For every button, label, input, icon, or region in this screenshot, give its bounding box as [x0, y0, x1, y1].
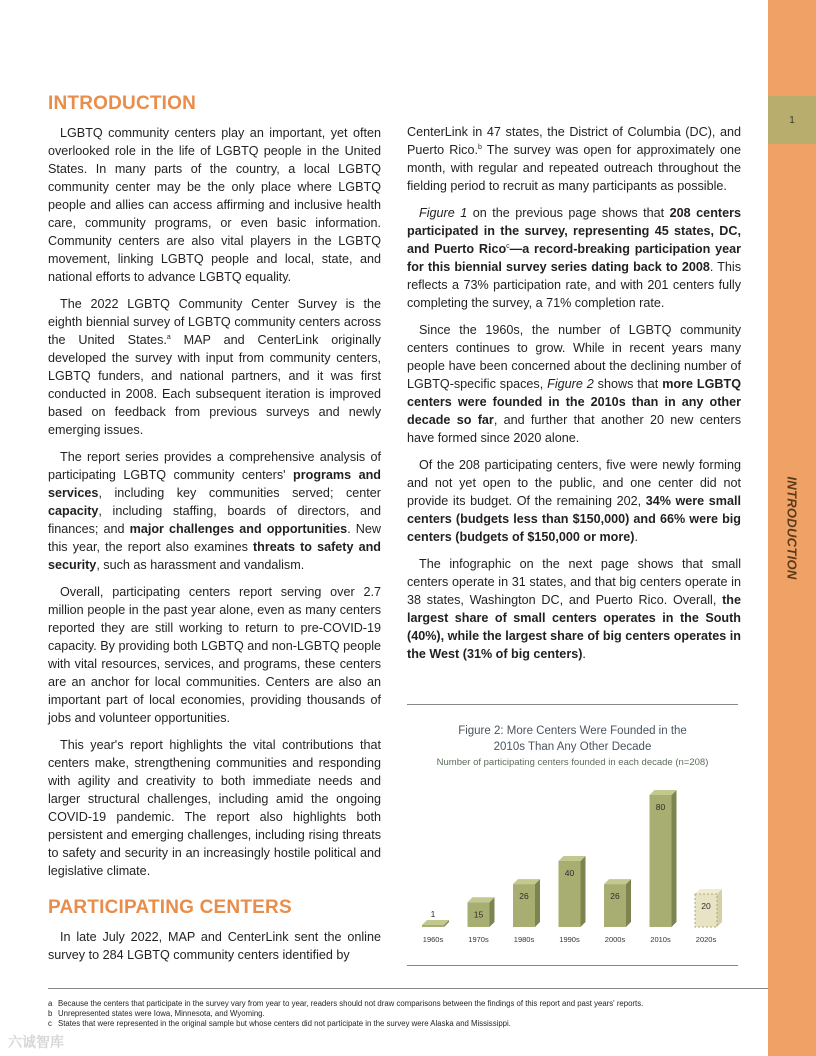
text-run: Of the 208 participating centers, five were newly forming and not yet open to the public, and one center did not provide its budget. Of the remaining 202, — [407, 458, 741, 508]
footnotes — [48, 988, 768, 1029]
bar-1960s — [422, 925, 444, 927]
text-run: . — [634, 530, 638, 544]
text-run: shows that — [593, 377, 663, 391]
text-run: , such as harassment and vandalism. — [96, 558, 305, 572]
text-run: Since the 1960s, the number of LGBTQ community centers continues to grow. While in recent years many people have been concerned about the declining number of LGBTQ-specific spaces, — [407, 323, 741, 391]
text-run: CenterLink in 47 states, the District of Columbia (DC), and Puerto Rico. — [407, 125, 741, 157]
text-run: . New this year, the report also examines — [48, 522, 382, 554]
footnote-mark: a — [48, 999, 53, 1008]
bar-chart-svg — [407, 775, 738, 955]
text-run: , and further that another 20 new centers have formed since 2020 alone. — [407, 413, 741, 445]
right-paragraph-2 — [407, 204, 741, 312]
bar-side-2020s — [717, 889, 722, 927]
text-run: . This reflects a 73% participation rate, and with 201 centers fully completing the survey, a 71% completion rate. — [407, 260, 741, 310]
text-run: , including key communities served; center — [98, 486, 381, 500]
bold-run: —a record-breaking participation year for this biennial survey series dating back to 2008 — [407, 242, 741, 274]
bar-value-label-2000s: 26 — [610, 891, 620, 902]
bar-side-1970s — [490, 897, 495, 927]
chart-subtitle: Number of participating centers founded in each decade (n=208) — [436, 757, 709, 768]
footnote-ref-c[interactable]: c — [506, 242, 510, 250]
intro-paragraph-5: This year's report highlights the vital contributions that centers make, strengthening communities and responding with agility and creativity to both immediate needs and larger structural challenges, including amid the ongoing COVID-19 pandemic. The report also highlights both persistent and emerging challenges, including rising threats to safety and security in an increasingly hostile political and legislative climate. — [48, 738, 381, 878]
right-paragraph-4 — [407, 456, 741, 546]
footnote-text: Unrepresented states were Iowa, Minnesota, and Wyoming. — [58, 1009, 265, 1018]
text-run: The report series provides a comprehensive analysis of participating LGBTQ community centers' — [48, 450, 381, 482]
introduction-heading: INTRODUCTION — [48, 93, 197, 114]
watermark-logo: 六诚智库 — [8, 1034, 64, 1050]
page-number: 1 — [789, 114, 795, 126]
text-run: , including staffing, boards of directors, and finances; and — [48, 504, 381, 536]
bold-run: programs and services — [48, 468, 381, 500]
x-tick-label-2020s: 2020s — [695, 935, 717, 944]
bold-run: the largest share of small centers operates in the South (40%), while the largest share of big centers operates in the West (31% of big centers) — [407, 593, 741, 661]
chart-title-line-1: Figure 2: More Centers Were Founded in the — [458, 725, 687, 737]
text-run: on the previous page shows that — [467, 206, 670, 220]
figure-reference: Figure 2 — [547, 377, 594, 391]
bold-run: more LGBTQ centers were founded in the 2010s than in any other decade so far — [407, 377, 742, 427]
bar-side-2010s — [672, 790, 677, 927]
bar-2010s — [650, 795, 672, 927]
figure-reference: Figure 1 — [419, 206, 468, 220]
bar-side-1980s — [535, 879, 540, 927]
x-tick-label-1960s: 1960s — [422, 935, 444, 944]
footnote-ref-b[interactable]: b — [477, 143, 482, 151]
footnote-a — [48, 999, 768, 1009]
bar-value-label-2010s: 80 — [655, 802, 666, 812]
intro-paragraph-2 — [48, 295, 381, 439]
bar-value-label-1980s: 26 — [519, 891, 529, 902]
text-run: The infographic on the next page shows that small centers operate in 31 states, and that big centers operate in 38 states, Washington DC, and Puerto Rico. Overall, — [407, 557, 741, 607]
participating-centers-heading: PARTICIPATING CENTERS — [48, 897, 292, 918]
bar-side-1990s — [581, 856, 586, 927]
participating-paragraph-1: In late July 2022, MAP and CenterLink sent the online survey to 284 LGBTQ community centers identified by — [48, 930, 381, 962]
bar-value-label-2020s: 20 — [701, 901, 711, 911]
footnote-ref-a[interactable]: a — [166, 333, 171, 341]
bold-run: major challenges and opportunities — [129, 522, 348, 536]
intro-paragraph-4: Overall, participating centers report serving over 2.7 million people in the past year alone, even as many centers reported they are still working to return to pre-COVID-19 capacity. By providing both LGBTQ and non-LGBTQ people with vital resources, services, and programs, these centers are an anchor for local communities. Centers are also an important part of local economies, providing thousands of jobs and volunteer opportunities. — [48, 585, 381, 725]
footnote-mark: b — [48, 1009, 53, 1018]
footnote-b — [48, 1009, 768, 1019]
right-column — [407, 123, 741, 672]
bold-run: 34% were small centers (budgets less than $150,000) and 66% were big centers (budgets of $150,000 or more) — [407, 494, 741, 544]
chart-title-line-2: 2010s Than Any Other Decade — [493, 741, 652, 753]
bold-run: capacity — [48, 504, 99, 518]
bold-run: threats to safety and security — [48, 540, 381, 572]
right-paragraph-3 — [407, 321, 741, 447]
right-paragraph-5 — [407, 555, 741, 663]
chart-title — [407, 723, 738, 755]
footnote-mark: c — [48, 1019, 52, 1028]
bar-value-label-1960s: 1 — [430, 909, 436, 919]
figure-2-chart — [407, 704, 738, 966]
bar-value-label-1990s: 40 — [564, 868, 575, 878]
text-run: . — [582, 647, 586, 661]
intro-paragraph-3 — [48, 448, 381, 574]
x-tick-label-1990s: 1990s — [559, 935, 580, 944]
bar-side-2000s — [626, 879, 631, 927]
text-run: The 2022 LGBTQ Community Center Survey is the eighth biennial survey of LGBTQ community centers across the United States. — [48, 297, 381, 347]
section-side-label: INTRODUCTION — [784, 476, 800, 580]
bar-value-label-1970s: 15 — [473, 909, 484, 920]
intro-paragraph-1: LGBTQ community centers play an important, yet often overlooked role in the life of LGBTQ people in the United States. In many parts of the country, a local LGBTQ community center may be the only place where LGBTQ people and allies can access affirming and inclusive health care, community programs, or even basic information. Community centers are also vital players in the LGBTQ movement, linking LGBTQ people and local, state, and national efforts to advance LGBTQ equality. — [48, 126, 381, 284]
page-number-tab — [768, 96, 816, 144]
footnote-text: States that were represented in the original sample but whose centers did not participate in the survey were Alaska and Mississippi. — [58, 1019, 511, 1028]
x-tick-label-1970s: 1970s — [468, 935, 489, 944]
right-paragraph-1 — [407, 123, 741, 195]
footnote-text: Because the centers that participate in the survey vary from year to year, readers should not draw comparisons between the findings of this report and past years' reports. — [58, 999, 644, 1008]
left-column — [48, 92, 381, 973]
footnote-c — [48, 1019, 768, 1029]
text-run: MAP and CenterLink originally developed the survey with input from community centers, LGBTQ funders, and national partners, and it was first conducted in 2008. Each subsequent iteration is improved based on feedback from previous surveys and newly emerging issues. — [48, 333, 381, 437]
x-tick-label-1980s: 1980s — [513, 935, 535, 944]
text-run: The survey was open for approximately one month, with regular and repeated outreach throughout the fielding period to recruit as many participants as possible. — [407, 143, 742, 193]
x-tick-label-2000s: 2000s — [604, 935, 626, 944]
bold-run: 208 centers participated in the survey, representing 45 states, DC, and Puerto Rico — [407, 206, 741, 256]
x-tick-label-2010s: 2010s — [650, 935, 671, 944]
